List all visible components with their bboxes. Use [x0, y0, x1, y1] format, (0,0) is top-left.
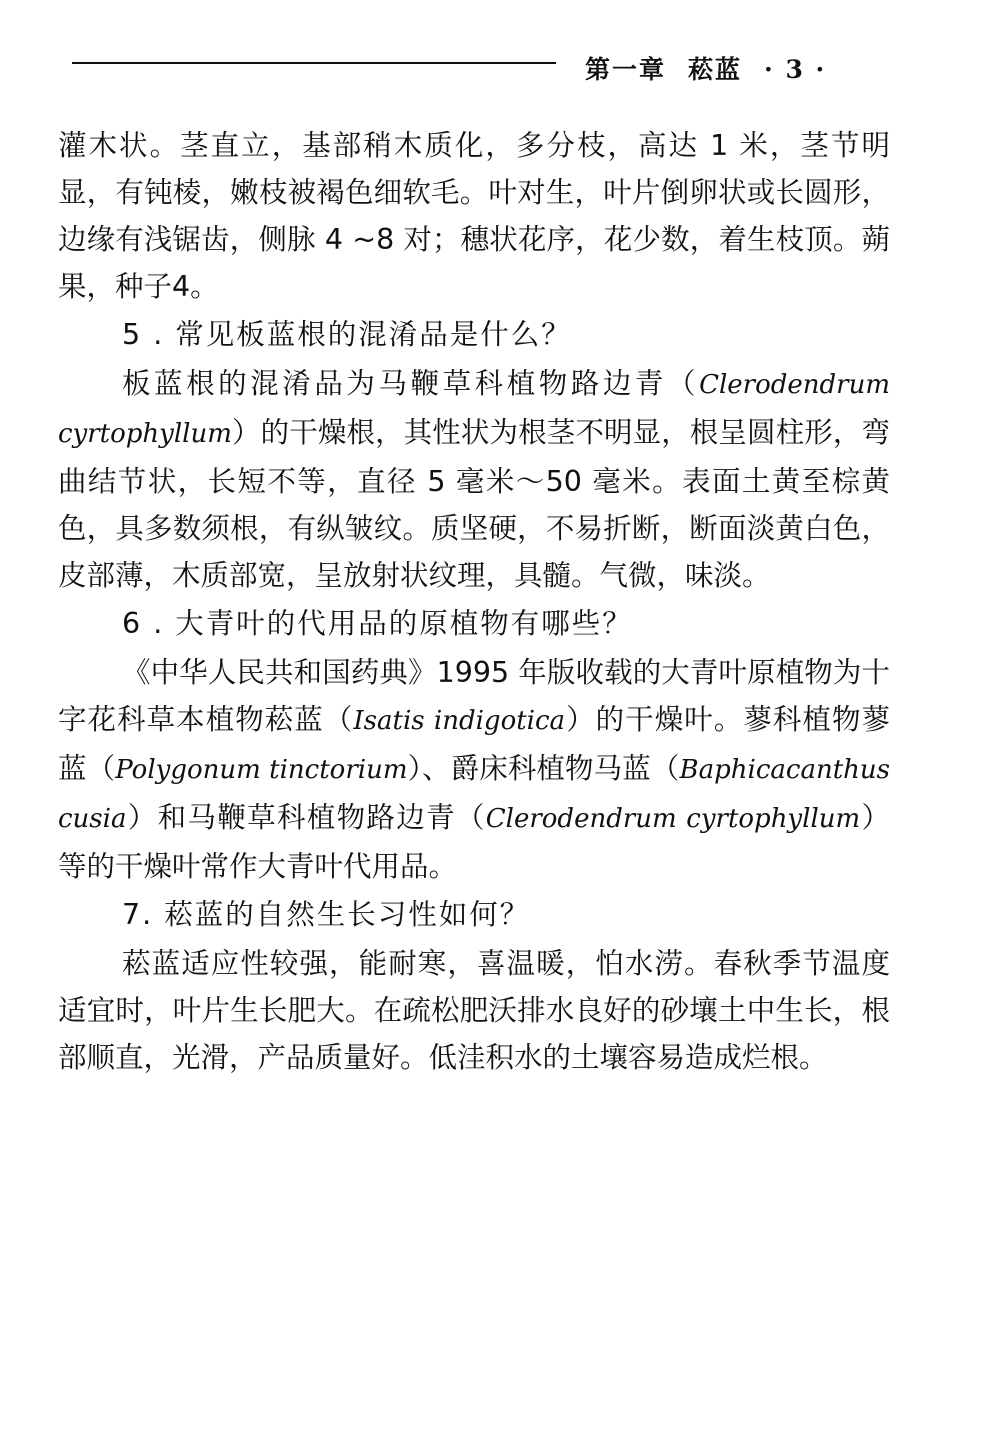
paragraph-answer-7: 菘蓝适应性较强，能耐寒，喜温暖，怕水涝。春秋季节温度适宜时，叶片生长肥大。在疏松肥沃排水良好的砂壤土中生长，根部顺直，光滑，产品质量好。低洼积水的土壤容易造成烂根。 [58, 947, 890, 1074]
paragraph-plant-description: 灌木状。茎直立，基部稍木质化，多分枝，高达 1 米，茎节明显，有钝棱，嫩枝被褐色细软毛。叶对生，叶片倒卵状或长圆形，边缘有浅锯齿，侧脉 4 ~8 对；穗状花序，花少数，着生枝顶。蒴果，种子4。 [58, 129, 890, 303]
latin-name-baphicacanthus: Baphicacanthus cusia [58, 755, 890, 834]
answer-5-text-b: ）的干燥根，其性状为根茎不明显，根呈圆柱形，弯曲结节状，长短不等，直径 5 毫米～50 毫米。表面土黄至棕黄色，具多数须根，有纵皱纹。质坚硬，不易折断，断面淡黄白色，皮部薄，木质部宽，呈放射状纹理，具髓。气微，味淡。 [58, 416, 890, 592]
page-header [72, 50, 872, 82]
paragraph-answer-5 [58, 360, 890, 599]
running-head [585, 50, 826, 86]
paragraph-answer-6 [58, 649, 890, 890]
answer-6-text-e: ）等的干燥叶常作大青叶代用品。 [58, 801, 890, 883]
question-6: 6 . 大青叶的代用品的原植物有哪些？ [122, 607, 633, 640]
latin-name-polygonum: Polygonum tinctorium [115, 755, 408, 785]
answer-6-text-a: 《中华人民共和国药典》1995 年版收载的大青叶原植物为十字花科草本植物菘蓝（ [58, 656, 890, 736]
chapter-title: 菘蓝 [688, 55, 743, 84]
chapter-label: 第一章 [585, 55, 667, 84]
latin-name-clerodendrum-2: Clerodendrum cyrtophyllum [485, 804, 861, 834]
answer-5-text-a: 板蓝根的混淆品为马鞭草科植物路边青（ [122, 367, 700, 400]
page-body [58, 122, 890, 1081]
latin-name-clerodendrum: Clerodendrum cyrtophyllum [58, 370, 890, 449]
question-7: 7. 菘蓝的自然生长习性如何？ [122, 898, 531, 931]
page-number: · 3 · [764, 55, 827, 84]
question-5: 5 . 常见板蓝根的混淆品是什么？ [122, 318, 572, 351]
answer-6-text-b: ）的干燥叶。蓼科植物蓼蓝（ [58, 703, 890, 785]
answer-6-text-d: ）和马鞭草科植物路边青（ [126, 801, 486, 834]
header-rule [72, 62, 556, 64]
answer-6-text-c: ）、爵床科植物马蓝（ [407, 752, 680, 785]
latin-name-isatis: Isatis indigotica [353, 706, 566, 736]
